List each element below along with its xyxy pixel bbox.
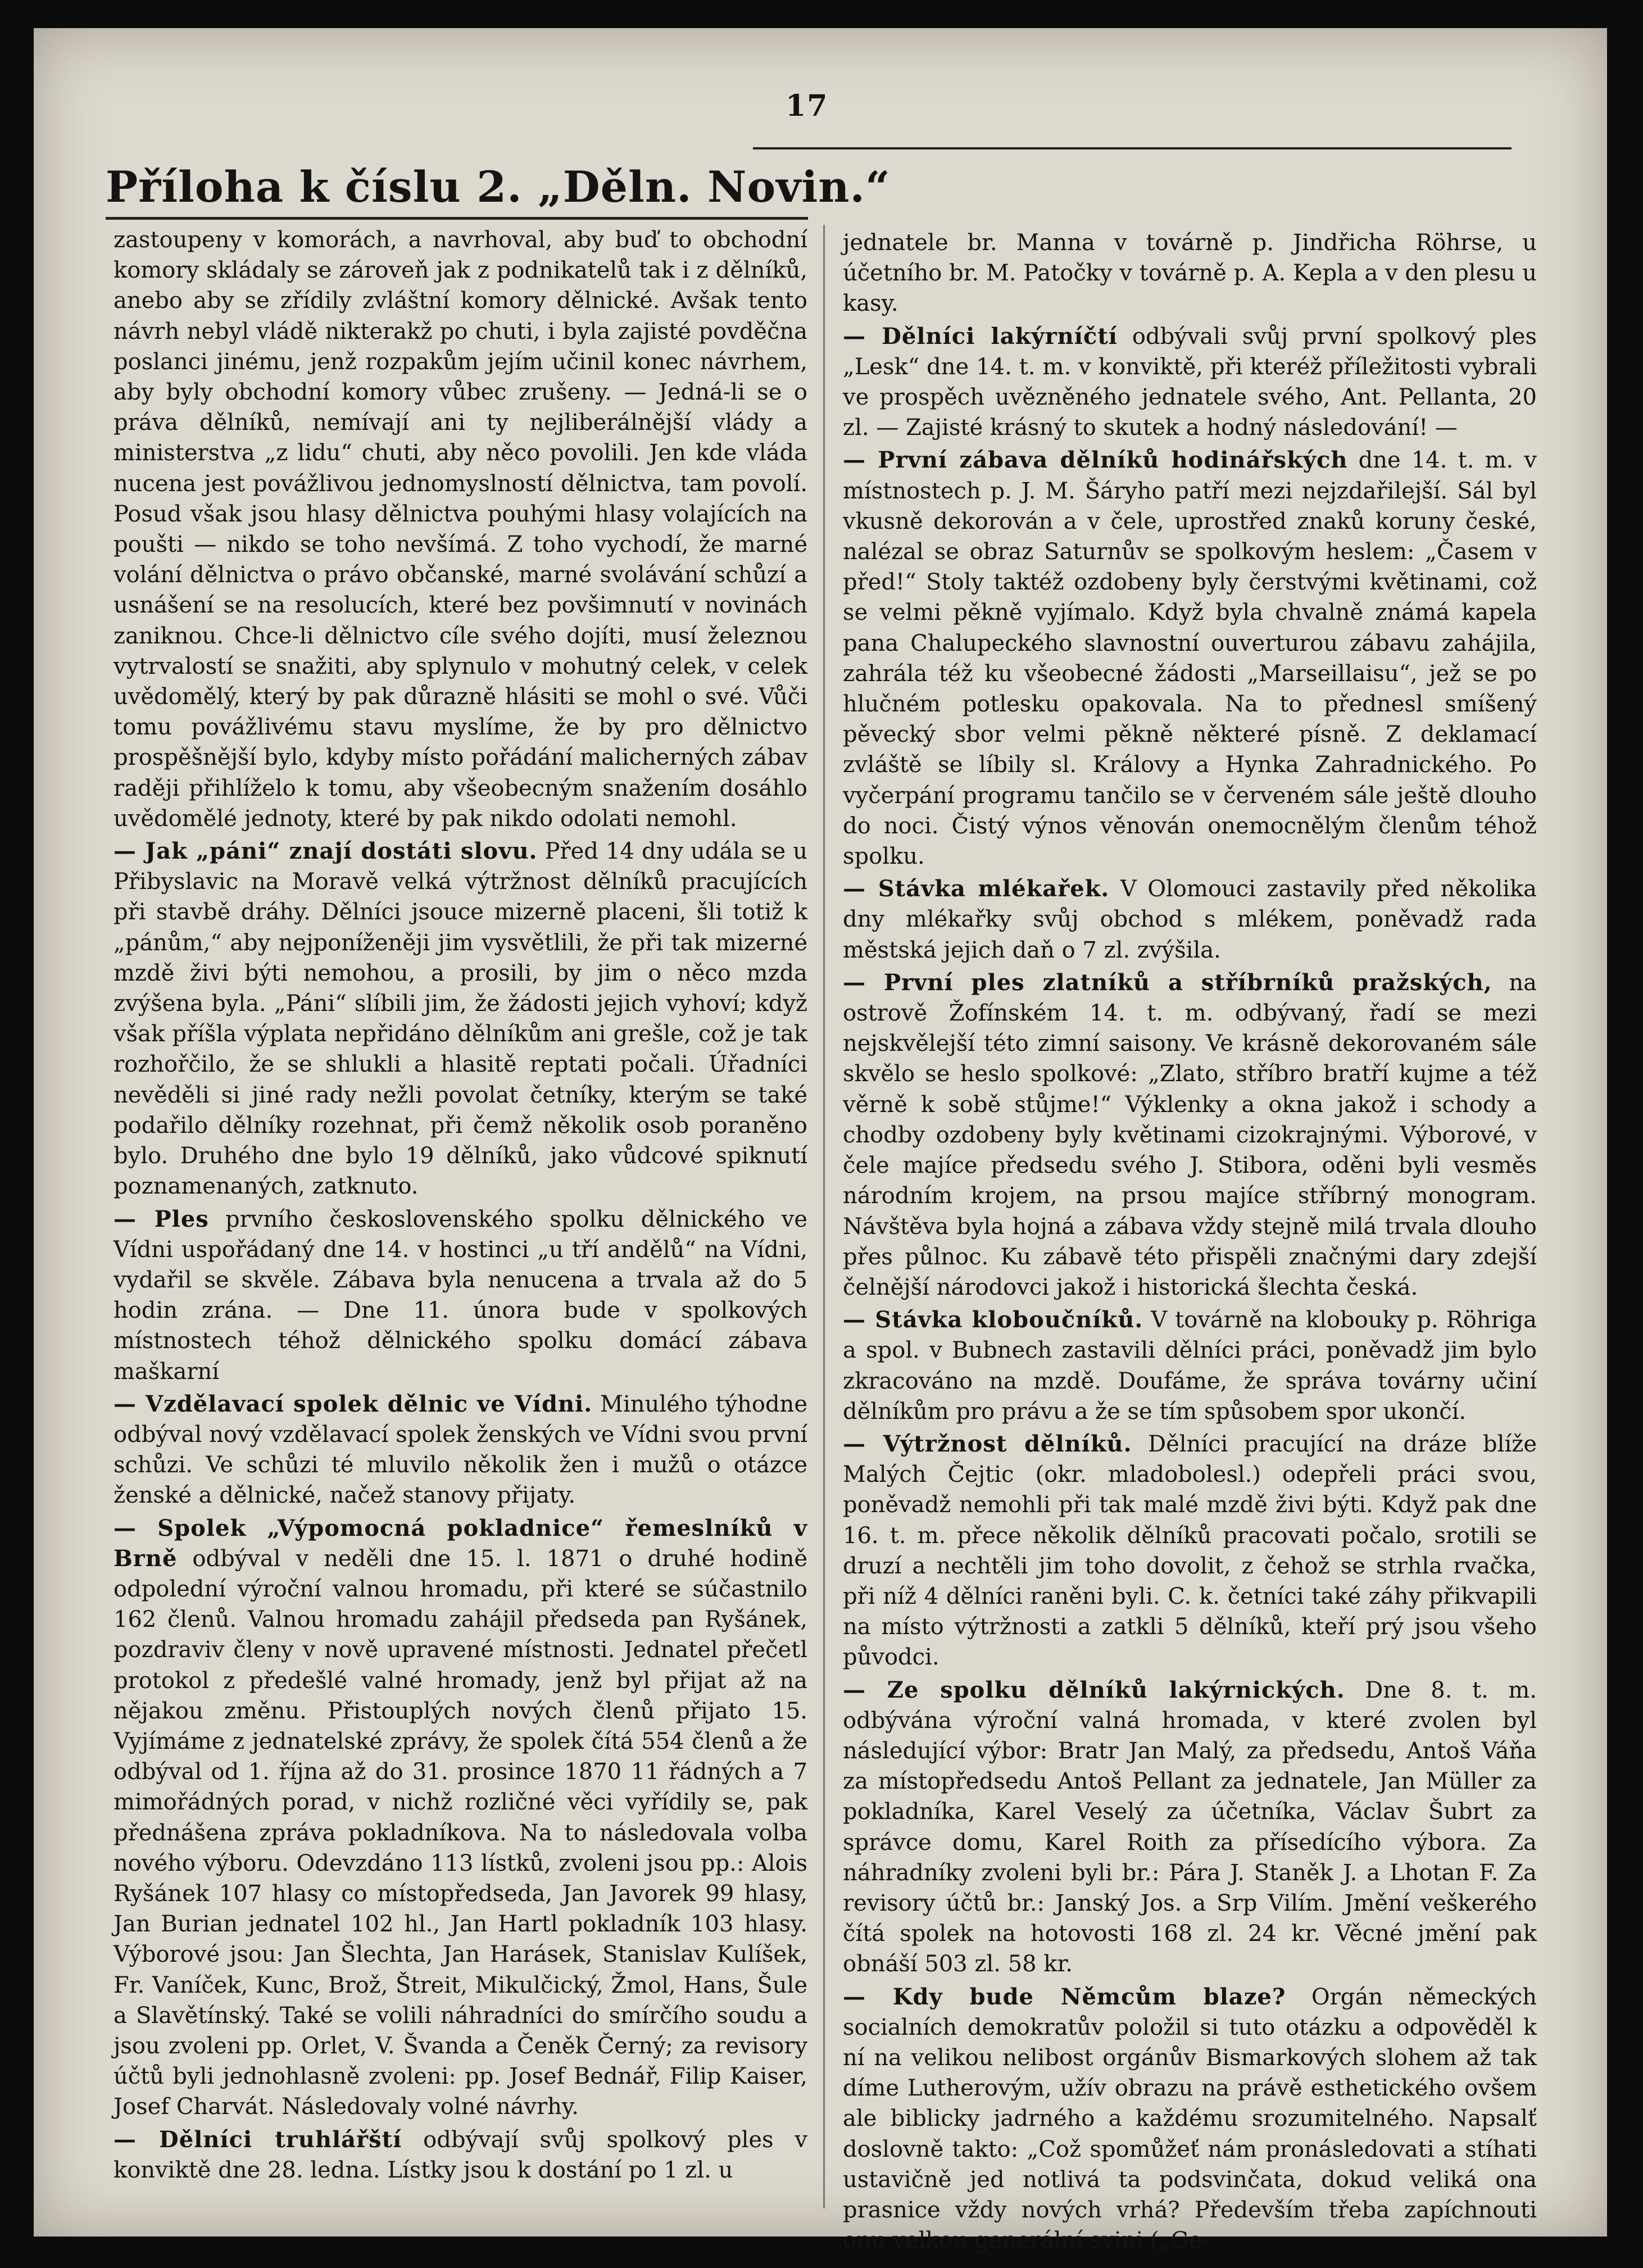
article-headline: — Stávka mlékařek. <box>843 876 1110 902</box>
article-headline: — Ze spolku dělníků lakýrnických. <box>843 1676 1345 1703</box>
article-text: zastoupeny v komorách, a navrhoval, aby buď to obchodní komory skládaly se zároveň jak z podnikatelů tak i z dělníků, anebo aby se zřídily zvláštní komory dělnické. Avšak tento návrh nebyl vládě nikterakž po chuti, i byla zajisté povděčna poslanci jinému, jenž rozpakům jejím učinil konec návrhem, aby byly obchodní komory vůbec zrušeny. — Jedná-li se o práva dělníků, nemívají ani ty nejliberálnější vlády a ministerstva „z lidu“ chuti, aby něco povolili. Jen kde vláda nucena jest povážlivou jednomyslností dělnictva, tam povolí. Posud však jsou hlasy dělnictva pouhými hlasy volajících na poušti — nikdo se toho nevšímá. Z toho vychodí, že marné volání dělnictva o právo občanské, marné svolávání schůzí a usnášení se na resolucích, které bez povšimnutí v novinách zaniknou. Chce-li dělnictvo cíle svého dojíti, musí železnou vytrvalostí se snažiti, aby splynulo v mohutný celek, v celek uvědomělý, který by pak důrazně hlásiti se mohl o své. Vůči tomu povážlivému stavu myslíme, že by pro dělnictvo prospěšnější bylo, kdyby místo pořádání malicherných zábav raději přihlíželo k tomu, aby všeobecným snažením dosáhlo uvědomělé jednoty, které by pak nikdo odolati nemohl. <box>114 227 807 832</box>
newspaper-page <box>34 28 1607 2254</box>
article-paragraph <box>114 225 807 834</box>
article-paragraph <box>843 445 1537 872</box>
article-paragraph <box>114 836 807 1201</box>
article-paragraph <box>114 1204 807 1387</box>
article-headline: — Dělníci lakýrníčtí <box>843 323 1118 350</box>
article-headline: — Ples <box>114 1205 209 1232</box>
column-divider <box>823 225 825 2208</box>
article-headline: — Výtržnost dělníků. <box>843 1430 1132 1457</box>
article-headline: — Jak „páni“ znají dostáti slovu. <box>114 838 538 865</box>
article-text: odbýval v neděli dne 15. l. 1871 o druhé hodině odpolední výroční valnou hromadu, při které se súčastnilo 162 členů. Valnou hromadu zahájil předseda pan Ryšánek, pozdraviv členy v nově upravené místnosti. Jednatel přečetl protokol z předešlé valné hromady, jenž byl přijat až na nějakou změnu. Přistouplých nových členů přijato 15. Vyjímáme z jednatelské zprávy, že spolek čítá 554 členů a že odbýval od 1. října až do 31. prosince 1870 11 řádných a 7 mimořádných porad, v nichž rozličné věci vyřídily se, pak přednášena zpráva pokladníkova. Na to následovala volba nového výboru. Odevzdáno 113 lístků, zvoleni jsou pp.: Alois Ryšánek 107 hlasy co místopředseda, Jan Javorek 99 hlasy, Jan Burian jednatel 102 hl., Jan Hartl pokladník 103 hlasy. Výborové jsou: Jan Šlechta, Jan Harásek, Stanislav Kulíšek, Fr. Vaníček, Kunc, Brož, Štreit, Mikulčický, Žmol, Hans, Šule a Slavětínský. Také se volili náhradníci do smírčího soudu a jsou zvoleni pp. Orlet, V. Švanda a Čeněk Černý; za revisory účtů byli jednohlasně zvoleni: pp. Josef Bednář, Filip Kaiser, Josef Charvát. Následovaly volné návrhy. <box>114 1545 807 2120</box>
article-text: prvního československého spolku dělnického ve Vídni uspořádaný dne 14. v hostinci „u tří andělů“ na Vídni, vydařil se skvěle. Zábava byla nenucena a trvala až do 5 hodin zrána. — Dne 11. února bude v spolkových místnostech téhož dělnického spolku domácí zábava maškarní <box>114 1206 807 1385</box>
article-headline: — Kdy bude Němcům blaze? <box>843 1983 1286 2010</box>
article-text: V továrně na klobouky p. Röhriga a spol. v Bubnech zastavili dělníci práci, poněvadž jim bylo zkracováno na mzdě. Doufáme, že správa továrny učiní dělníkům pro právu a že se tím spůsobem spor ukončí. <box>843 1307 1537 1425</box>
article-paragraph <box>114 2125 807 2185</box>
article-paragraph <box>843 228 1537 319</box>
article-paragraph <box>843 1429 1537 1673</box>
article-paragraph <box>114 1513 807 2122</box>
article-paragraph <box>843 1982 1537 2256</box>
top-rule <box>753 147 1512 149</box>
article-text: jednatele br. Manna v továrně p. Jindřicha Röhrse, u účetního br. M. Patočky v továrně p. A. Keplа a v den plesu u kasy. <box>843 230 1537 317</box>
article-paragraph <box>843 321 1537 443</box>
article-headline: — První ples zlatníků a stříbrníků pražských, <box>843 969 1492 996</box>
page-number: 17 <box>786 89 829 123</box>
article-text: Před 14 dny udála se u Přibyslavic na Moravě velká výtržnost dělníků pracujících při stavbě dráhy. Dělníci jsouce mizerně placeni, šli totiž k „pánům,“ aby nejponíženěji jim vysvětlili, že při tak mizerné mzdě živi býti nemohou, a prosili, by jim o něco mzda zvýšena byla. „Páni“ slíbili jim, že žádosti jejich vyhoví; když však příšla výplata nepřidáno dělníkům ani grešle, což je tak rozhořčilo, že se shlukli a hlasitě reptati počali. Úřadníci nevěděli si jiné rady nežli povolat četníky, kterým se také podařilo dělníky rozehnat, při čemž několik osob poraněno bylo. Druhého dne bylo 19 dělníků, jako vůdcové spiknutí poznamenaných, zatknuto. <box>114 838 807 1200</box>
supplement-header: Příloha k číslu 2. „Děln. Novin.“ <box>106 162 891 212</box>
article-text: Dne 8. t. m. odbývána výroční valná hromada, v které zvolen byl následující výbor: Bratr Jan Malý, za předsedu, Antoš Váňa za místopředsedu Antoš Pellant za jednatele, Jan Müller za pokladníka, Karel Veselý za účetníka, Václav Šubrt za správce domu, Karel Roith za přísedícího výbora. Za náhradníky zvoleni byli br.: Pára J. Staněk J. a Lhotan F. Za revisory účtů br.: Janský Jos. a Srp Vilím. Jmění veškerého čítá spolek na hotovosti 168 zl. 24 kr. Věcné jmění pak obnáší 503 zl. 58 kr. <box>843 1677 1537 1977</box>
article-text: V Olomouci zastavily před několika dny mlékařky svůj obchod s mlékem, poněvadž rada městská jejich daň o 7 zl. zvýšila. <box>843 876 1537 963</box>
article-headline: — Vzdělavací spolek dělnic ve Vídni. <box>114 1390 593 1417</box>
left-column <box>114 225 807 2214</box>
article-paragraph <box>843 1305 1537 1427</box>
right-column <box>843 228 1537 2254</box>
article-text: Orgán německých socialních demokratův položil si tuto otázku a odpověděl k ní na velikou nelibost orgánův Bismarkových slohem až tak díme Lutherovým, užív obrazu na právě esthetického ovšem ale biblicky jadrného a každému srozumitelného. Napsalť doslovně takto: „Což spomůžeť nám pronásledovati a stíhati ustavičně jed notlivá ta podsvinčata, dokud veliká ona prasnice vždy nových vrhá? Především třeba zapíchnouti onu velkou generální svini („Ge- <box>843 1984 1537 2254</box>
article-paragraph <box>843 1675 1537 1980</box>
article-text: Dělníci pracující na dráze blíže Malých Čejtic (okr. mladobolesl.) odepřeli práci svou, poněvadž nemohli při tak malé mzdě živi býti. Když pak dne 16. t. m. přece několik dělníků pracovati počalo, srotili se druzí a nechtěli jim toho dovolit, z čehož se strhla rvačka, při níž 4 dělníci raněni byli. C. k. četníci také záhy přikvapili na místo výtržnosti a zatkli 5 dělníků, kteří prý jsou všeho původci. <box>843 1431 1537 1671</box>
article-headline: — Spolek „Výpomocná pokladnice“ řemeslníků v Brně <box>114 1514 807 1572</box>
article-headline: — První zábava dělníků hodinářských <box>843 447 1348 474</box>
article-paragraph <box>114 1389 807 1511</box>
article-text: odbývali svůj první spolkový ples „Lesk“ dne 14. t. m. v konviktě, při kteréž příležitosti vybrali ve prospěch uvězněného jednatele svého, Ant. Pellanta, 20 zl. — Zajisté krásný to skutek a hodný následování! — <box>843 323 1537 441</box>
article-text: Minulého týhodne odbýval nový vzdělavací spolek ženských ve Vídni svou první schůzi. Ve schůzi té mluvilo několik žen i mužů o otázce ženské a dělnické, načež stanovy přijaty. <box>114 1391 807 1509</box>
article-text: odbývají svůj spolkový ples v konviktě dne 28. ledna. Lístky jsou k dostání po 1 zl. u <box>114 2126 807 2183</box>
article-text: na ostrově Žofínském 14. t. m. odbývaný, řadí se mezi nejskvělejší této zimní saisony. Ve krásně dekorovaném sále skvělo se heslo spolkové: „Zlato, stříbro bratří kujme a též věrně k sobě stůjme!“ Výklenky a okna jakož i schody a chodby ozdobeny byly květinami cizokrajnými. Výborové, v čele majíce předsedu svého J. Stibora, oděni byli vesměs národním krojem, na prsou majíce stříbrný monogram. Návštěva byla hojná a zábava vždy stejně milá trvala dlouho přes půlnoc. Ku zábavě této přispěli značnými dary zdejší čelnější národovci jakož i historická šlechta česká. <box>843 969 1537 1300</box>
article-paragraph <box>843 968 1537 1303</box>
article-headline: — Dělníci truhlářští <box>114 2126 402 2153</box>
header-rule <box>106 217 808 220</box>
article-headline: — Stávka kloboučníků. <box>843 1307 1143 1333</box>
article-paragraph <box>843 874 1537 965</box>
article-text: dne 14. t. m. v místnostech p. J. M. Šáryho patří mezi nejzdařilejší. Sál byl vkusně dekorován a v čele, uprostřed znaků koruny české, nalézal se obraz Saturnův se spolkovým heslem: „Časem v před!“ Stoly taktéž ozdobeny byly čerstvými květinami, což se velmi pěkně vyjímalo. Když byla chvalně známá kapela pana Chalupeckého slavnostní ouverturou zábavu zahájila, zahrála též ku všeobecné žádosti „Marseillaisu“, jež se po hlučném potlesku opakovala. Na to přednesl smíšený pěvecký sbor velmi pěkně některé písně. Z deklamací zvláště se líbily sl. Královy a Hynka Zahradnického. Po vyčerpání programu tančilo se v červeném sále ještě dlouho do noci. Čistý výnos věnován onemocnělým členům téhož spolku. <box>843 447 1537 870</box>
